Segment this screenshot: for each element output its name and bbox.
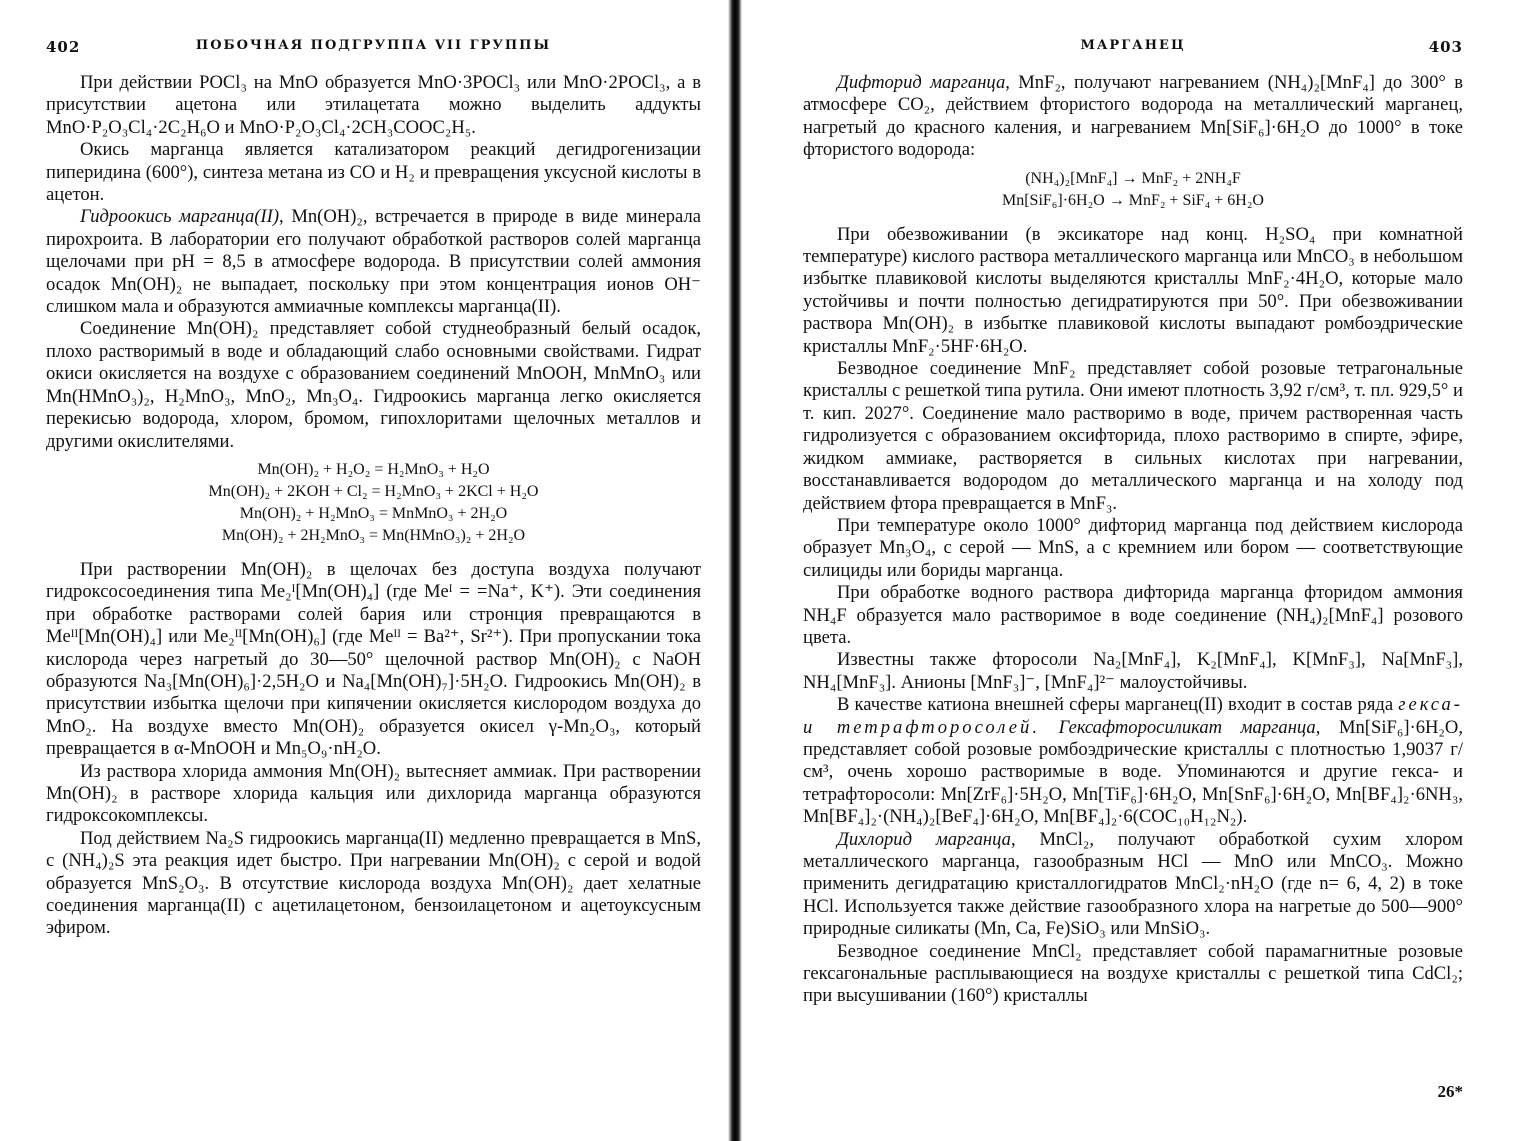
equation: Mn(OH)₂ + 2KOH + Cl₂ = H₂MnO₃ + 2KCl + H₂O bbox=[208, 482, 539, 500]
paragraph-ammonium: Из раствора хлорида аммония Mn(OH)₂ вытесняет аммиак. При растворении Mn(OH)₂ в растворе хлорида кальция или дихлорида марганца образуются гидроксокомплексы. bbox=[46, 760, 701, 827]
right-equations bbox=[803, 168, 1463, 212]
paragraph-high-temp: При температуре около 1000° дифторид марганца под действием кислорода образует Mn₃O₄, с серой — MnS, а с кремнием или бором — соответствующие силициды или бориды марганца. bbox=[803, 514, 1463, 581]
hexa-spaced-term: гекса- и тетрафторосолей. bbox=[803, 694, 1463, 738]
hexa-intro: В качестве катиона внешней сферы марганец(II) входит в состав ряда bbox=[837, 694, 1399, 716]
right-body-continued bbox=[803, 224, 1463, 1008]
right-page-header bbox=[803, 38, 1463, 72]
left-body bbox=[46, 72, 701, 453]
paragraph-catalyst: Окись марганца является катализатором реакций дегидрогенизации пиперидина (600°), синтеза метана из CO и H₂ и превращения уксусной кислоты в ацетон. bbox=[46, 139, 701, 206]
paragraph-pocl3: При действии POCl₃ на MnO образуется MnO·3POCl₃ или MnO·2POCl₃, а в присутствии ацетона или этилацетата можно выделить аддукты MnO·P₂O₃Cl₄·2C₂H₆O и MnO·P₂O₃Cl₄·2CH₃COOC₂H₅. bbox=[46, 72, 701, 138]
hexa-term: Гексафторосиликат марганца bbox=[1040, 716, 1316, 738]
right-body bbox=[803, 72, 1463, 162]
signature-mark: 26* bbox=[1437, 1082, 1463, 1101]
hexa-text: , Mn[SiF₆]·6H₂O, представляет собой розовые ромбоэдрические кристаллы с плотностью 1,9037 г/см³, очень хорошо растворимые в воде. Упоминаются и другие гекса- и тетрафторосоли: Mn[ZrF₆]·5H₂O, Mn[TiF₆]·6H₂O, Mn[SnF₆]·6H₂O, Mn[BF₄]₂·6NH₃, Mn[BF₄]₂·(NH₄)₂[BeF₄]·6H₂O, Mn[BF₄]₂·6(COC₁₀H₁₂N₂). bbox=[803, 716, 1463, 828]
book-gutter bbox=[728, 0, 742, 1141]
left-page bbox=[46, 0, 701, 1141]
paragraph-hydroxide bbox=[46, 206, 701, 318]
right-running-title: МАРГАНЕЦ bbox=[1080, 38, 1186, 53]
difluoride-text: , MnF₂, получают нагреванием (NH₄)₂[MnF₄] до 300° в атмосфере CO₂, действием фтористого водорода на металлический марганец, нагретый до красного каления, и нагреванием Mn[SiF₆]·6H₂O до 1000° в токе фтористого водорода: bbox=[803, 72, 1463, 161]
left-equations bbox=[46, 459, 701, 547]
equation: Mn(OH)₂ + H₂O₂ = H₂MnO₃ + H₂O bbox=[257, 460, 490, 478]
equation: Mn(OH)₂ + H₂MnO₃ = MnMnO₃ + 2H₂O bbox=[239, 504, 508, 522]
dichloride-text: , MnCl₂, получают обработкой сухим хлором металлического марганца, газообразным HCl — MnO или MnCO₃. Можно применить дегидратацию кристаллогидратов MnCl₂·nH₂O (где n= 6, 4, 2) в токе HCl. Используется также действие газообразного хлора на нагретые до 500—900° природные силикаты (Mn, Ca, Fe)SiO₃ или MnSiO₃. bbox=[803, 828, 1463, 940]
difluoride-term: Дифторид марганца bbox=[837, 72, 1006, 93]
paragraph-difluoride bbox=[803, 72, 1463, 162]
left-page-number: 402 bbox=[46, 38, 81, 56]
dichloride-term: Дихлорид марганца bbox=[837, 828, 1011, 850]
equation: Mn[SiF₆]·6H₂O → MnF₂ + SiF₄ + 6H₂O bbox=[1002, 191, 1264, 209]
paragraph-nh4f: При обработке водного раствора дифторида марганца фторидом аммония NH₄F образуется мало растворимое в воде соединение (NH₄)₂[MnF₄] розового цвета. bbox=[803, 582, 1463, 648]
hydroxide-term: Гидроокись марганца(II) bbox=[80, 206, 280, 228]
hydroxide-text: , Mn(OH)₂, встречается в природе в виде минерала пирохроита. В лаборатории его получают обработкой растворов солей марганца щелочами при pH = 8,5 в атмосфере водорода. В присутствии солей аммония осадок Mn(OH)₂ не выпадает, поскольку при этом концентрация ионов OH⁻ слишком мала и образуются аммиачные комплексы марганца(II). bbox=[46, 206, 701, 318]
paragraph-hexafluoro bbox=[803, 694, 1463, 828]
left-running-title: ПОБОЧНАЯ ПОДГРУППА VII ГРУППЫ bbox=[195, 38, 552, 53]
paragraph-fluorosalts: Известны также фторосоли Na₂[MnF₄], K₂[MnF₄], K[MnF₃], Na[MnF₃], NH₄[MnF₃]. Анионы [MnF₃]⁻, [MnF₄]²⁻ малоустойчивы. bbox=[803, 649, 1463, 693]
left-page-header bbox=[46, 38, 701, 72]
equation: (NH₄)₂[MnF₄] → MnF₂ + 2NH₄F bbox=[1025, 169, 1241, 187]
paragraph-anhydrous-mnf2: Безводное соединение MnF₂ представляет собой розовые тетрагональные кристаллы с решеткой типа рутила. Они имеют плотность 3,92 г/см³, т. пл. 929,5° и т. кип. 2027°. Соединение мало растворимо в воде, причем растворенная часть гидролизуется с образованием оксифторида, плохо растворимо в спирте, эфире, жидком аммиаке, растворяется в сильных кислотах при нагревании, восстанавливается водородом до металлического марганца и на холоду под действием фтора превращается в MnF₃. bbox=[803, 358, 1463, 514]
paragraph-anhydrous-mncl2: Безводное соединение MnCl₂ представляет собой парамагнитные розовые гексагональные расплывающиеся на воздухе кристаллы с решеткой типа CdCl₂; при высушивании (160°) кристаллы bbox=[803, 940, 1463, 1007]
equation: Mn(OH)₂ + 2H₂MnO₃ = Mn(HMnO₃)₂ + 2H₂O bbox=[221, 526, 526, 544]
paragraph-dehydration: При обезвоживании (в эксикаторе над конц. H₂SO₄ при комнатной температуре) кислого раствора металлического марганца или MnCO₃ в небольшом избытке плавиковой кислоты выделяются кристаллы MnF₂·4H₂O, которые мало устойчивы и почти полностью дегидратируются при 50°. При обезвоживании раствора Mn(OH)₂ в избытке плавиковой кислоты выпадают ромбоэдрические кристаллы MnF₂·5HF·6H₂O. bbox=[803, 223, 1463, 357]
paragraph-na2s: Под действием Na₂S гидроокись марганца(II) медленно превращается в MnS, с (NH₄)₂S эта реакция идет быстро. При нагревании Mn(OH)₂ с серой и водой образуется MnS₂O₃. В отсутствие кислорода воздуха Mn(OH)₂ дает хелатные соединения марганца(II) с ацетилацетоном, бензоилацетоном и ацетоуксусным эфиром. bbox=[46, 827, 701, 939]
left-body-continued bbox=[46, 559, 701, 940]
paragraph-compound: Соединение Mn(OH)₂ представляет собой студнеобразный белый осадок, плохо растворимый в воде и обладающий слабо основными свойствами. Гидрат окиси окисляется на воздухе с образованием соединений MnOOH, MnMnO₃ или Mn(HMnO₃)₂, H₂MnO₃, MnO₂, Mn₃O₄. Гидроокись марганца легко окисляется перекисью водорода, хлором, бромом, гипохлоритами щелочных металлов и другими окислителями. bbox=[46, 318, 701, 452]
paragraph-alkali: При растворении Mn(OH)₂ в щелочах без доступа воздуха получают гидроксосоединения типа Me₂ᴵ[Mn(OH)₄] (где Meᴵ = =Na⁺, K⁺). Эти соединения при обработке растворами солей бария или стронция превращаются в Meᴵᴵ[Mn(OH)₄] или Me₂ᴵᴵ[Mn(OH)₆] (где Meᴵᴵ = Ba²⁺, Sr²⁺). При пропускании тока кислорода через нагретый до 30—50° щелочной раствор Mn(OH)₂ с NaOH образуются Na₃[Mn(OH)₆]·2,5H₂O и Na₄[Mn(OH)₇]·5H₂O. Гидроокись Mn(OH)₂ в присутствии избытка щелочи при кипячении окисляется кислородом воздуха до MnO₂. На воздухе вместо Mn(OH)₂ образуется окисел γ-Mn₂O₃, который превращается в α-MnOOH и Mn₅O₉·nH₂O. bbox=[46, 558, 701, 760]
right-page bbox=[803, 0, 1463, 1141]
right-page-number: 403 bbox=[1428, 38, 1463, 56]
paragraph-dichloride bbox=[803, 829, 1463, 941]
